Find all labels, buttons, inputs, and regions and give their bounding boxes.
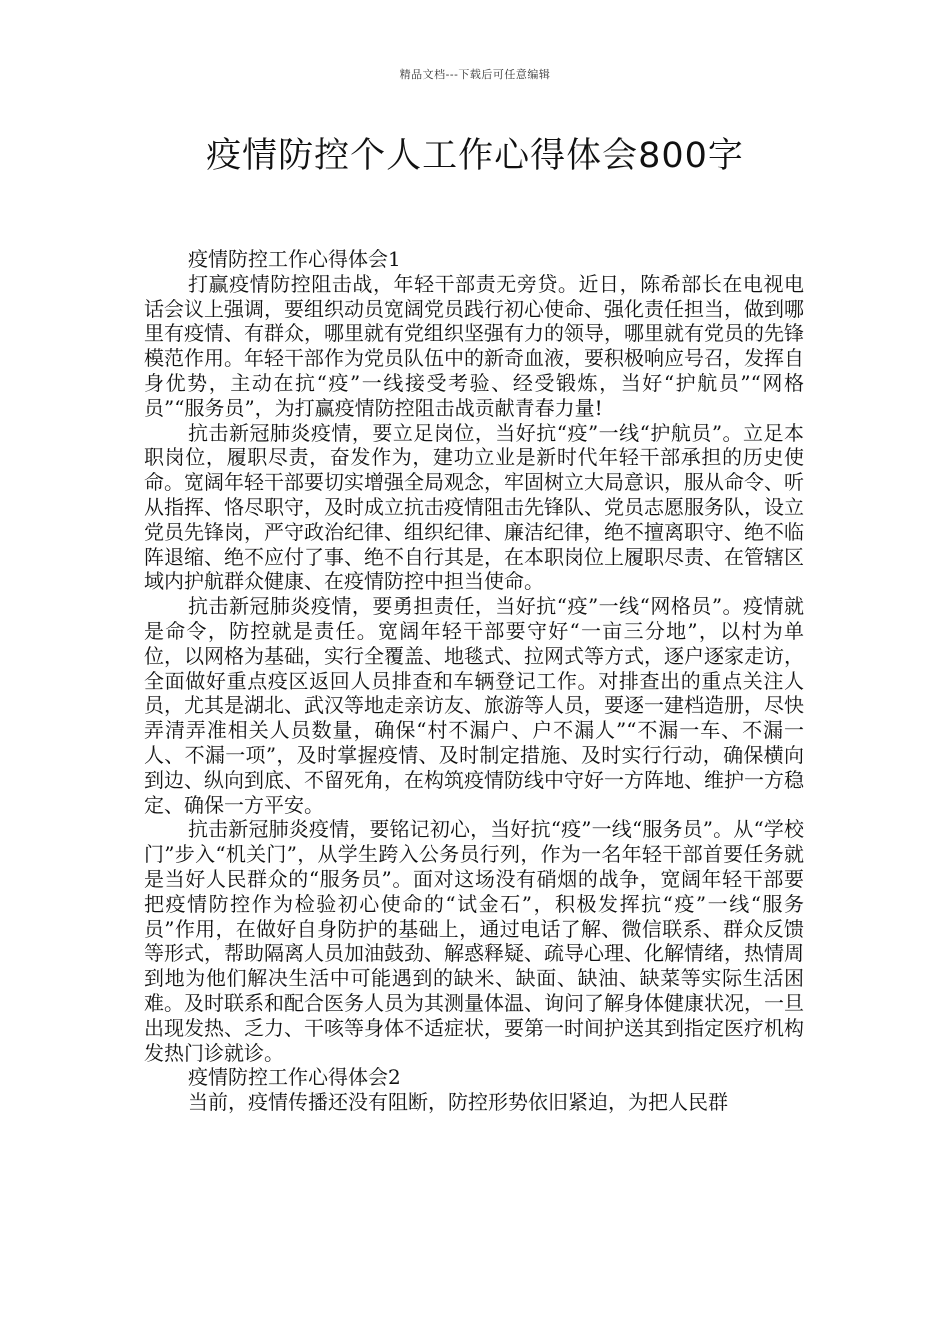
document-body: [144, 247, 804, 1115]
paragraph: 抗击新冠肺炎疫情，要立足岗位，当好抗“疫”一线“护航员”。立足本职岗位，履职尽责，奋发作为，建功立业是新时代年轻干部承担的历史使命。宽阔年轻干部要切实增强全局观念，牢固树立大局意识，服从命令、听从指挥、恪尽职守，及时成立抗击疫情阻击先锋队、党员志愿服务队，设立党员先锋岗，严守政治纪律、组织纪律、廉洁纪律，绝不擅离职守、绝不临阵退缩、绝不应付了事、绝不自行其是，在本职岗位上履职尽责、在管辖区域内护航群众健康、在疫情防控中担当使命。: [144, 420, 804, 594]
paragraph: 打赢疫情防控阻击战，年轻干部责无旁贷。近日，陈希部长在电视电话会议上强调，要组织动员宽阔党员践行初心使命、强化责任担当，做到哪里有疫情、有群众，哪里就有党组织坚强有力的领导，哪里就有党员的先锋模范作用。年轻干部作为党员队伍中的新奇血液，要积极响应号召，发挥自身优势，主动在抗“疫”一线接受考验、经受锻炼，当好“护航员”“网格员”“服务员”，为打赢疫情防控阻击战贡献青春力量!: [144, 271, 804, 420]
paragraph: 当前，疫情传播还没有阻断，防控形势依旧紧迫，为把人民群: [188, 1090, 728, 1115]
section-heading-2: 疫情防控工作心得体会2: [188, 1065, 401, 1090]
paragraph: 抗击新冠肺炎疫情，要铭记初心，当好抗“疫”一线“服务员”。从“学校门”步入“机关门”，从学生跨入公务员行列，作为一名年轻干部首要任务就是当好人民群众的“服务员”。面对这场没有硝烟的战争，宽阔年轻干部要把疫情防控作为检验初心使命的“试金石”，积极发挥抗“疫”一线“服务员”作用，在做好自身防护的基础上，通过电话了解、微信联系、群众反馈等形式，帮助隔离人员加油鼓劲、解惑释疑、疏导心理、化解情绪，热情周到地为他们解决生活中可能遇到的缺米、缺面、缺油、缺菜等实际生活困难。及时联系和配合医务人员为其测量体温、询问了解身体健康状况，一旦出现发热、乏力、干咳等身体不适症状，要第一时间护送其到指定医疗机构发热门诊就诊。: [144, 817, 804, 1065]
paragraph: 抗击新冠肺炎疫情，要勇担责任，当好抗“疫”一线“网格员”。疫情就是命令，防控就是责任。宽阔年轻干部要守好“一亩三分地”，以村为单位，以网格为基础，实行全覆盖、地毯式、拉网式等方式，逐户逐家走访，全面做好重点疫区返回人员排查和车辆登记工作。对排查出的重点关注人员，尤其是湖北、武汉等地走亲访友、旅游等人员，要逐一建档造册，尽快弄清弄准相关人员数量，确保“村不漏户、户不漏人”“不漏一车、不漏一人、不漏一项”，及时掌握疫情、及时制定措施、及时实行行动，确保横向到边、纵向到底、不留死角，在构筑疫情防线中守好一方阵地、维护一方稳定、确保一方平安。: [144, 594, 804, 817]
header-note: 精品文档---下载后可任意编辑: [399, 68, 551, 81]
page-title: 疫情防控个人工作心得体会800字: [206, 136, 744, 176]
section-heading-1: 疫情防控工作心得体会1: [188, 247, 401, 271]
